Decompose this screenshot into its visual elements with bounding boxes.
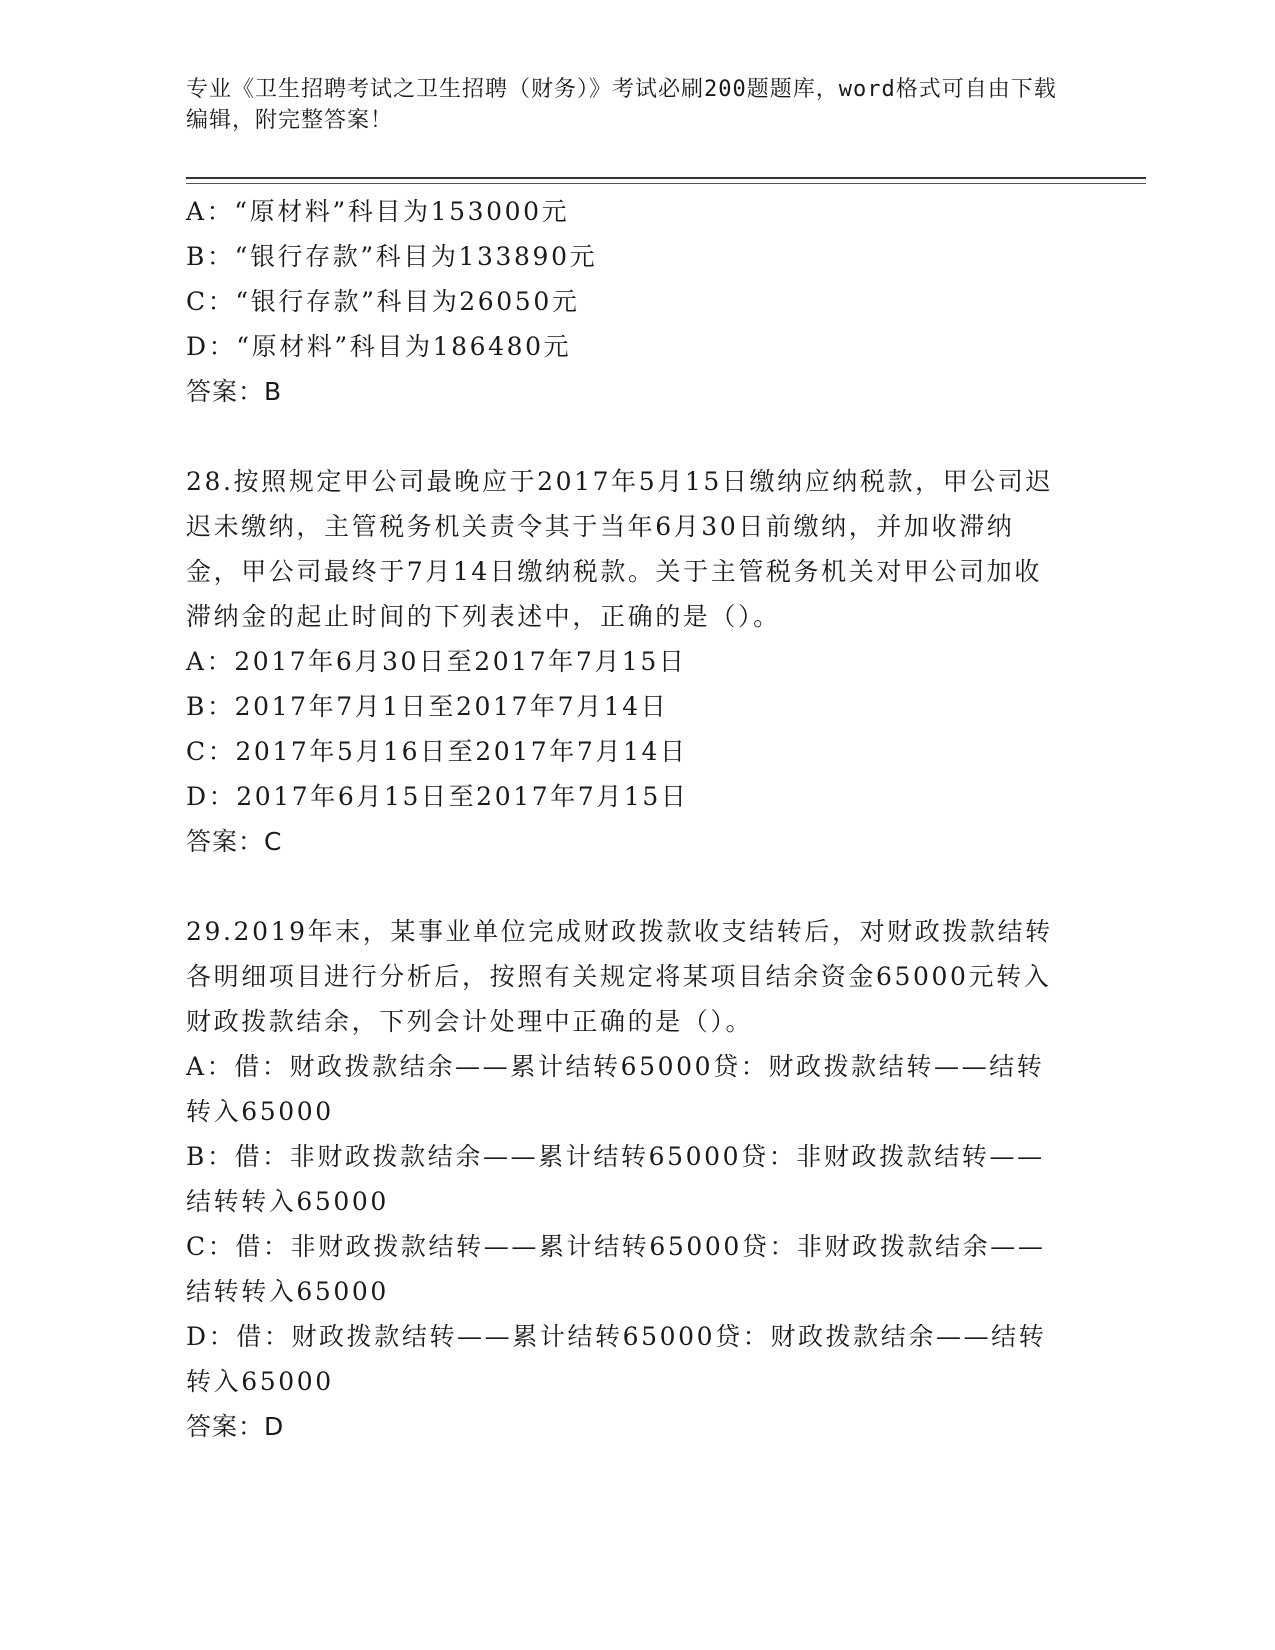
question-27-options bbox=[186, 189, 1086, 414]
option-b: B：“银行存款”科目为133890元 bbox=[186, 242, 598, 271]
option-d: D：“原材料”科目为186480元 bbox=[186, 332, 572, 361]
header-divider-thin bbox=[186, 183, 1146, 184]
document-header: 专业《卫生招聘考试之卫生招聘（财务）》考试必刷200题题库，word格式可自由下载编辑，附完整答案！ bbox=[186, 77, 1057, 133]
option-b: B：2017年7月1日至2017年7月14日 bbox=[186, 692, 669, 721]
option-a: A：2017年6月30日至2017年7月15日 bbox=[186, 647, 687, 676]
option-c: C：借：非财政拨款结转——累计结转65000贷：非财政拨款结余——结转转入65000 bbox=[186, 1232, 1046, 1306]
option-d: D：借：财政拨款结转——累计结转65000贷：财政拨款结余——结转转入65000 bbox=[186, 1322, 1047, 1396]
answer-28: 答案：C bbox=[186, 827, 283, 856]
question-list bbox=[186, 189, 1086, 1449]
question-28-stem: 28.按照规定甲公司最晚应于2017年5月15日缴纳应纳税款，甲公司迟迟未缴纳，主管税务机关责令其于当年6月30日前缴纳，并加收滞纳金，甲公司最终于7月14日缴纳税款。关于主管税务机关对甲公司加收滞纳金的起止时间的下列表述中，正确的是（）。 bbox=[186, 467, 1054, 631]
answer-29: 答案：D bbox=[186, 1412, 285, 1441]
option-c: C：“银行存款”科目为26050元 bbox=[186, 287, 580, 316]
question-29 bbox=[186, 909, 1086, 1449]
header-divider-thick bbox=[186, 177, 1146, 179]
option-a: A：“原材料”科目为153000元 bbox=[186, 197, 570, 226]
option-c: C：2017年5月16日至2017年7月14日 bbox=[186, 737, 688, 766]
answer-27: 答案：B bbox=[186, 377, 283, 406]
option-b: B：借：非财政拨款结余——累计结转65000贷：非财政拨款结转——结转转入65000 bbox=[186, 1142, 1045, 1216]
option-a: A：借：财政拨款结余——累计结转65000贷：财政拨款结转——结转转入65000 bbox=[186, 1052, 1045, 1126]
question-29-stem: 29.2019年末，某事业单位完成财政拨款收支结转后，对财政拨款结转各明细项目进行分析后，按照有关规定将某项目结余资金65000元转入财政拨款结余，下列会计处理中正确的是（）。 bbox=[186, 917, 1053, 1036]
spacer bbox=[186, 864, 1086, 909]
question-28 bbox=[186, 459, 1086, 864]
option-d: D：2017年6月15日至2017年7月15日 bbox=[186, 782, 689, 811]
spacer bbox=[186, 414, 1086, 459]
